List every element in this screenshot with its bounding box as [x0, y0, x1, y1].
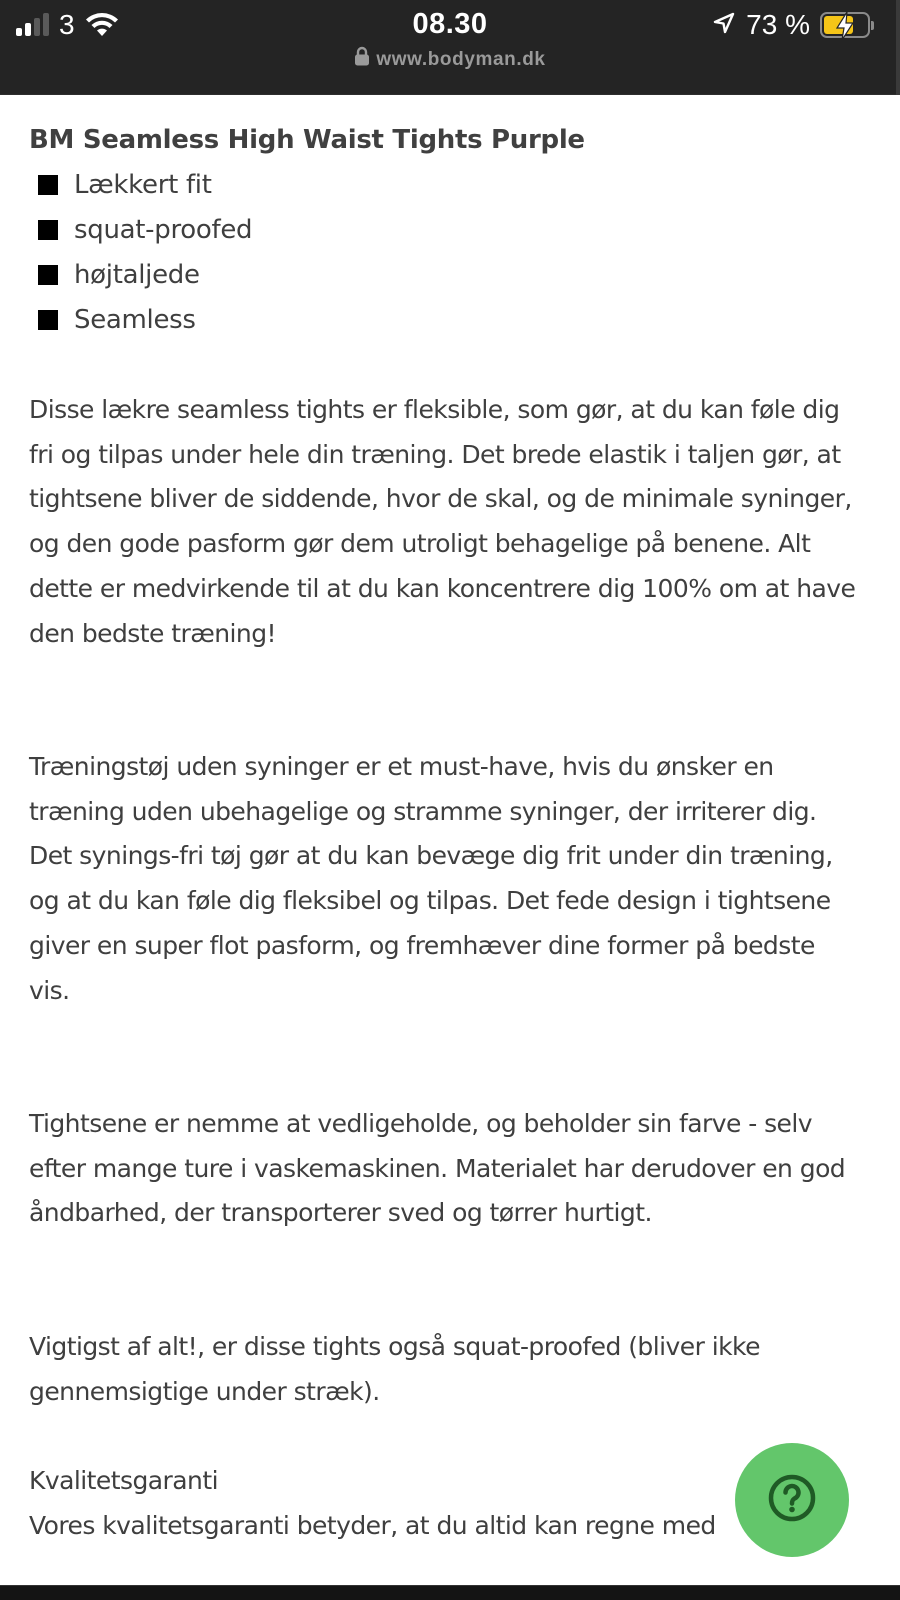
square-bullet-icon	[38, 265, 58, 285]
feature-label: Lækkert fit	[74, 169, 212, 200]
carrier-label: 3	[59, 9, 75, 40]
feature-item	[29, 297, 859, 342]
feature-item	[29, 207, 859, 252]
description-paragraph: Disse lækre seamless tights er fleksible, som gør, at du kan føle dig fri og tilpas under hele din træning. Det brede elastik i taljen gør, at tightsene bliver de siddende, hvor de skal, og de minimale syninger, og den gode pasform gør dem utroligt behagelige på benene. Alt dette er medvirkende til at du kan koncentrere dig 100% om at have den bedste træning!	[29, 395, 856, 648]
battery-percent: 73 %	[746, 9, 810, 40]
square-bullet-icon	[38, 175, 58, 195]
description-paragraph: Træningstøj uden syninger er et must-have, hvis du ønsker en træning uden ubehagelige og stramme syninger, der irriterer dig. Det synings-fri tøj gør at du kan bevæge dig frit under din træning, og at du kan føle dig fleksibel og tilpas. Det fede design i tightsene giver en super flot pasform, og fremhæver dine former på bedste vis.	[29, 752, 833, 1005]
description-paragraph: Tightsene er nemme at vedligeholde, og beholder sin farve - selv efter mange ture i vaskemaskinen. Materialet har derudover en god åndbarhed, der transporterer sved og tørrer hurtigt.	[29, 1109, 846, 1228]
status-right-group	[712, 8, 870, 42]
feature-item	[29, 252, 859, 297]
battery-charging-icon	[820, 12, 870, 38]
square-bullet-icon	[38, 310, 58, 330]
feature-list	[29, 162, 859, 342]
browser-bottom-bar	[0, 1585, 900, 1600]
guarantee-text: Vores kvalitetsgaranti betyder, at du altid kan regne med	[29, 1510, 716, 1540]
square-bullet-icon	[38, 220, 58, 240]
location-arrow-icon	[712, 11, 736, 40]
feature-label: Seamless	[74, 304, 196, 335]
guarantee-section	[29, 1459, 716, 1548]
url-text[interactable]: www.bodyman.dk	[376, 49, 546, 70]
lock-icon	[354, 46, 370, 74]
feature-label: højtaljede	[74, 259, 200, 290]
product-description	[29, 118, 859, 1540]
question-circle-icon	[767, 1473, 817, 1528]
status-time: 08.30	[412, 8, 488, 40]
feature-item	[29, 162, 859, 207]
help-button[interactable]	[735, 1443, 849, 1557]
feature-label: squat-proofed	[74, 214, 253, 245]
product-title: BM Seamless High Waist Tights Purple	[29, 125, 585, 155]
url-bar[interactable]	[0, 46, 900, 74]
description-paragraph: Vigtigst af alt!, er disse tights også squat-proofed (bliver ikke gennemsigtige under stræk).	[29, 1332, 760, 1406]
browser-status-bar	[0, 0, 900, 95]
guarantee-heading: Kvalitetsgaranti	[29, 1466, 218, 1495]
